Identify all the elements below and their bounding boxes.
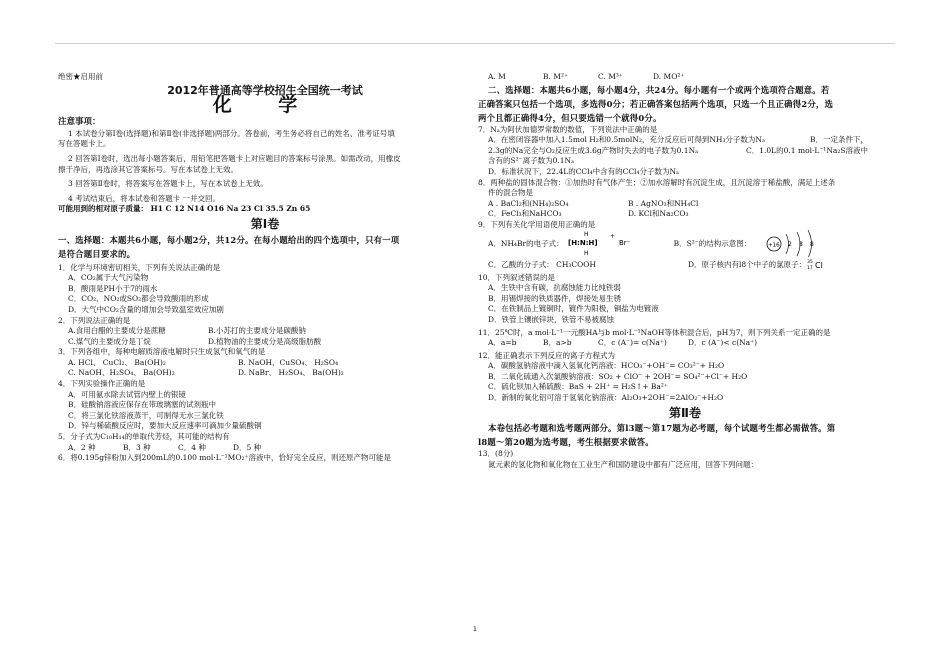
option-d: D. MO²⁺ <box>653 72 685 81</box>
option-b: B.小苏打的主要成分是碳酸钠 <box>208 326 306 336</box>
question-1 <box>58 263 472 316</box>
option-c: C．乙酸的分子式： CH₃COOH <box>488 260 596 270</box>
left-column <box>58 72 472 464</box>
option-b: B．酸雨是PH小于7的雨水 <box>68 283 158 293</box>
nh4br-electron-formula <box>564 229 674 261</box>
shell-structure-diagram <box>764 229 834 257</box>
option-c: C．1.0L的0.1 mol·L⁻¹Na₂S溶液中 <box>746 145 868 155</box>
isotope-symbol <box>806 257 830 271</box>
part2-instructions-2: l8题～第20题为选考题，考生根据要求做答。 <box>478 437 654 448</box>
option-a: A．可用氨水除去试管内壁上的银镜 <box>68 389 186 399</box>
question-11 <box>478 328 892 349</box>
question-4 <box>58 379 472 432</box>
option-a: A. M <box>488 72 506 81</box>
option-b: B．二氧化硫通入次氯酸钠溶液：SO₂ + ClO⁻ + 2OH⁻= SO₄²⁻+Cl⁻+ H₂O <box>488 371 748 381</box>
bromide-ion: Br⁻ <box>618 238 630 247</box>
question-stem: 3．下列各组中，每种电解质溶液电解时只生成氢气和氧气的是 <box>58 347 266 357</box>
option-a: A．生铁中含有碳，抗腐蚀能力比纯铁弱 <box>488 283 621 293</box>
question-stem: 12．能正确表示下列反应的离子方程式为 <box>478 350 616 360</box>
exam-title: 2012年普通高等学校招生全国统一考试 <box>167 83 363 97</box>
option-c: C．将三氯化铁溶液蒸干，可制得无水三氯化铁 <box>68 410 224 420</box>
mass-number: 35 <box>807 259 813 265</box>
sulfide-ion-diagram <box>764 229 834 261</box>
question-7 <box>478 125 892 178</box>
option-c: C．c (A⁻)= c(Na⁺) <box>598 338 667 348</box>
option-c-cont: 含有的S²⁻离子数为0.1Nₐ <box>488 156 574 166</box>
option-a: A．在密闭容器中加入1.5mol H₂和0.5molN₂，充分反应后可得到NH₃分子数为Nₐ <box>488 135 765 145</box>
notice-line: 3 回答第Ⅱ卷时，将答案写在答题卡上，写在本试卷上无效。 <box>68 179 268 189</box>
shell-3-count: 8 <box>809 240 814 248</box>
option-a: A．a=b <box>488 338 517 348</box>
question-stem: 11．25℃时，a mol·L⁻¹一元酸HA与b mol·L⁻¹NaOH等体积混合后，pH为7，则下列关系一定正确的是 <box>478 327 831 337</box>
section2-instructions-2: 正确答案只包括一个选项，多选得0分；若正确答案包括两个选项，只选一个且正确得2分，选 <box>478 98 834 109</box>
notice-line: 2 回答第Ⅰ卷时，选出每小题答案后，用铅笔把答题卡上对应题目的答案标号涂黑。如需改动，用橡皮 <box>68 153 401 163</box>
part2-title: 第Ⅱ卷 <box>669 405 701 420</box>
option-b: B．3 种 <box>123 442 151 452</box>
question-stem: 7．Nₐ为阿伏加德罗常数的数值，下列说法中正确的是 <box>478 124 658 134</box>
option-d: D.植物油的主要成分是高级脂肪酸 <box>208 336 322 346</box>
part2-instructions: 本卷包括必考题和选考题两部分。第l3题～第17题为必考题，每个试题考生都必需做答。第 <box>488 423 836 434</box>
question-8 <box>478 178 892 220</box>
option-a: A . BaCl₂和(NH₄)₂SO₄ <box>488 198 569 208</box>
question-stem-cont: 件的混合物是 <box>488 188 533 198</box>
h-top: H <box>583 230 589 238</box>
option-a: A．CO₂属于大气污染物 <box>68 273 149 283</box>
section1-instructions: 一、选择题：本题共6小题，每小题2分，共12分。在每小题给出的四个选项中，只有一项 <box>58 234 400 245</box>
option-a: A．碳酸氢钠溶液中滴入氢氧化钙溶液：HCO₃⁻+OH⁻= CO₃²⁻+ H₂O <box>488 361 725 371</box>
option-a: A．2 种 <box>68 442 96 452</box>
question-stem: 10．下列叙述错误的是 <box>478 272 556 282</box>
chlorine-isotope <box>806 257 830 275</box>
nucleus-charge: +16 <box>767 242 780 249</box>
question-9 <box>478 220 892 273</box>
section2-instructions: 二、选择题：本题共6小题，每小题4分，共24分。每小题有一个或两个选项符合题意。若 <box>488 84 830 95</box>
option-d: D．新制的氧化铝可溶于氢氧化钠溶液：Al₂O₃+2OH⁻=2AlO₂⁻+H₂O <box>488 393 724 403</box>
option-a: A．NH₄Br的电子式： <box>488 239 564 249</box>
subject-title: 化 学 <box>212 94 318 117</box>
question-10 <box>478 273 892 326</box>
option-a: A. HCl、 CuCl₂、 Ba(OH)₂ <box>68 357 166 367</box>
option-c: C．硫化钡加入稀硫酸：BaS + 2H⁺ = H₂S↑+ Ba²⁺ <box>488 382 668 392</box>
notice-line: 写在答题卡上。 <box>58 139 111 149</box>
question-stem: 4．下列实验操作正确的是 <box>58 379 146 389</box>
question-stem: 5．分子式为C₁₀H₁₄的单取代芳烃，其可能的结构有 <box>58 432 230 442</box>
option-a: A.食用白醋的主要成分是蔗糖 <box>68 326 166 336</box>
question-6-options <box>478 72 892 83</box>
page-number: 1 <box>472 625 478 633</box>
option-b: B．用锡焊接的铁质器件，焊接处易生锈 <box>488 293 622 303</box>
question-13 <box>478 449 892 470</box>
option-c: C．CO₂、NO₂或SO₂都会导致酸雨的形成 <box>68 294 209 304</box>
question-stem: 2．下列说法正确的是 <box>58 315 131 325</box>
option-b: B . AgNO₃和NH₄Cl <box>628 198 699 208</box>
option-c: C. M³⁺ <box>598 72 623 81</box>
notice-line: 1 本试卷分第Ⅰ卷(选择题)和第Ⅱ卷(非选择题)两部分。答卷前，考生务必将自己的姓名、准考证号填 <box>68 128 395 138</box>
notice-line: 4 考试结束后，将本试卷和答题卡 一并交回。 <box>68 193 221 203</box>
shell-1-count: 2 <box>787 240 792 248</box>
notice-line: 擦干净后，再选涂其它答案标号。写在本试卷上无效。 <box>58 164 238 174</box>
option-b: B．硅酸钠溶液应保存在带玻璃塞的试剂瓶中 <box>68 400 217 410</box>
option-b-cont: 2.3g的Na完全与O₂反应生成3.6g产物时失去的电子数为0.1Nₐ <box>488 145 699 155</box>
notice-heading: 注意事项： <box>58 116 101 127</box>
option-d: D. NaBr、 H₂SO₄、 Ba(OH)₂ <box>238 368 344 378</box>
question-stem: 13．(8分) <box>478 449 514 459</box>
option-b: B. M²⁺ <box>543 72 568 81</box>
option-d: D．铁管上镶嵌锌块，铁管不易被腐蚀 <box>488 314 615 324</box>
section2-instructions-3: 两个且都正确得4分，但只要选错一个就得0分。 <box>478 112 662 123</box>
option-d: D．c (A⁻)< c(Na⁺) <box>688 338 758 348</box>
element-symbol: Cl <box>815 260 823 270</box>
shell-2-count: 8 <box>798 240 803 248</box>
nh4br-structure-diagram <box>564 229 664 257</box>
question-stem: 9．下列有关化学用语使用正确的是 <box>478 219 596 229</box>
question-6 <box>58 453 472 464</box>
option-c: C．FeCl₃和NaHCO₃ <box>488 209 562 219</box>
plus-charge: + <box>609 232 615 240</box>
option-c: C.煤气的主要成分是丁烷 <box>68 336 151 346</box>
h-bottom: H <box>583 249 589 257</box>
question-stem: 8．两种盐的固体混合物：①加热时有气体产生；②加水溶解时有沉淀生成，且沉淀溶于稀盐酸，满足上述条 <box>478 177 836 187</box>
question-12 <box>478 351 892 404</box>
top-rule <box>55 43 895 44</box>
option-b: B．一定条件下， <box>810 135 869 145</box>
secret-label: 绝密★启用前 <box>58 72 103 81</box>
option-d: D．标准状况下，22.4L的CCl₄中含有的CCl₄分子数为Nₐ <box>488 166 679 176</box>
option-d: D．大气中CO₂含量的增加会导致温室效应加剧 <box>68 304 224 314</box>
question-5 <box>58 432 472 453</box>
option-d: D．锌与稀硫酸反应时，要加大反应速率可滴加少量硫酸铜 <box>68 421 262 431</box>
right-column <box>478 72 892 470</box>
option-b: B．a>b <box>543 338 572 348</box>
option-d: D. KCl和Na₂CO₃ <box>628 209 689 219</box>
option-d: D．原子核内有l8个中子的氯原子： <box>688 260 807 270</box>
option-b: B. NaOH、CuSO₄、 H₂SO₄ <box>238 357 339 367</box>
question-stem: 1．化学与环境密切相关，下列有关说法正确的是 <box>58 262 221 272</box>
section1-instructions-2: 是符合题目要求的。 <box>58 248 136 259</box>
nh4-core: [H:N:H] <box>567 238 598 247</box>
option-c: C．在铁制品上镀铜时，镀件为阳极，铜盐为电镀液 <box>488 304 659 314</box>
atomic-masses: 可能用到的相对原子质量： H1 C 12 N14 O16 Na 23 Cl 35.5 Zn 65 <box>58 204 311 214</box>
question-text: 氮元素的氢化物和氧化物在工业生产和国防建设中都有广泛应用，回答下列问题： <box>488 459 758 469</box>
option-c: C．4 种 <box>178 442 206 452</box>
question-2 <box>58 316 472 348</box>
option-b: B．S²⁻的结构示意图： <box>673 239 752 249</box>
option-c: C. NaOH、H₂SO₄、 Ba(OH)₂ <box>68 368 175 378</box>
atomic-number: 17 <box>807 265 813 271</box>
option-d: D．5 种 <box>233 442 262 452</box>
question-3 <box>58 347 472 379</box>
question-stem: 6．将0.195g锌粉加入到200mL的0.100 mol·L⁻¹MO₂⁺溶液中，恰好完全反应，则还原产物可能是 <box>58 453 391 463</box>
part1-title: 第Ⅰ卷 <box>250 216 280 231</box>
